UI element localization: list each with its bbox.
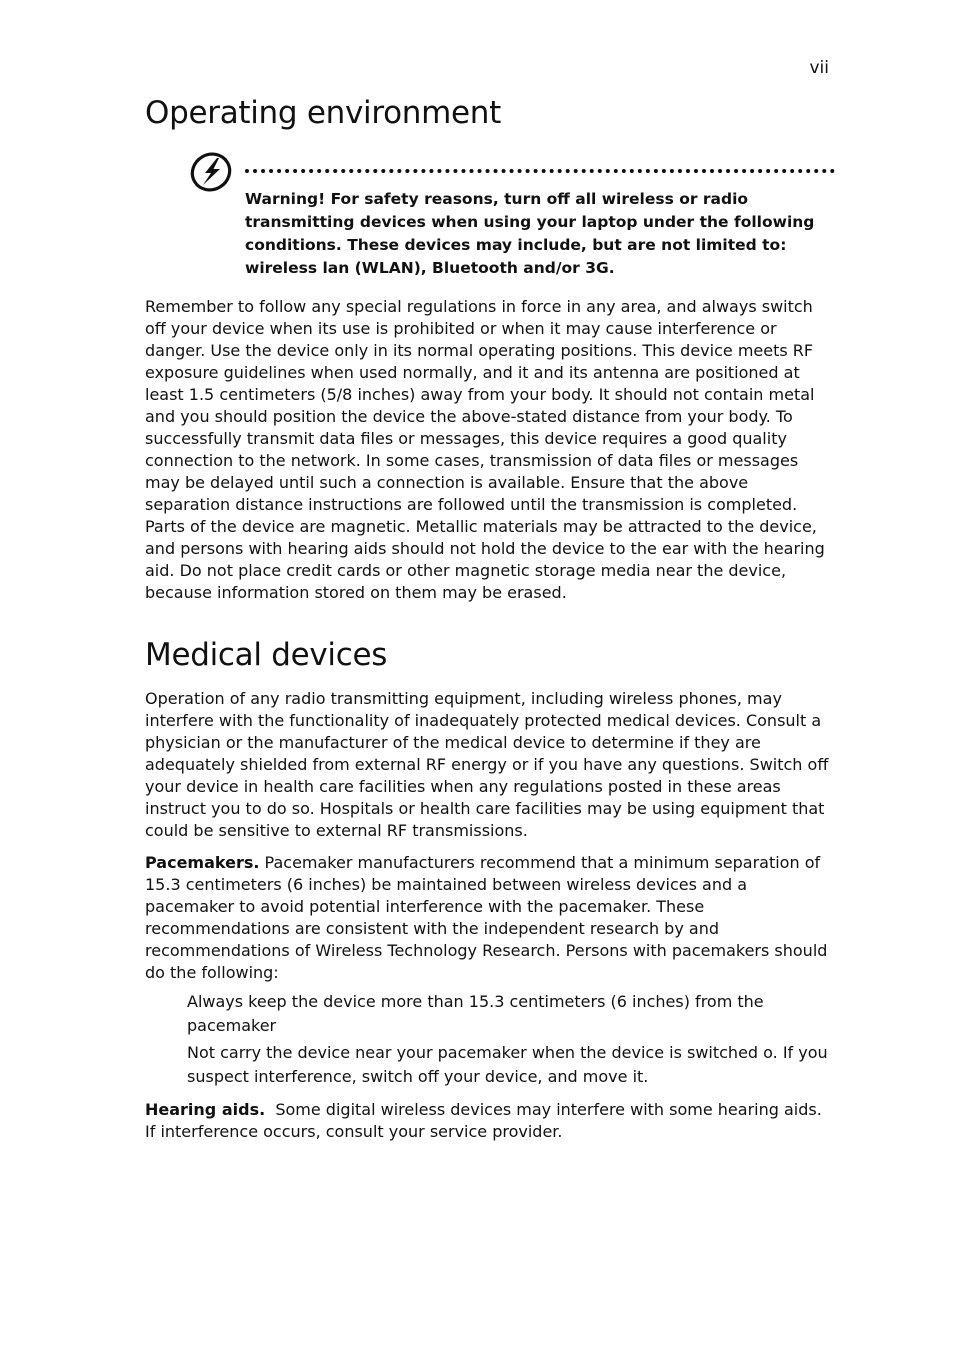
- page-content: [145, 92, 835, 1143]
- lightning-warning-icon: [190, 152, 232, 192]
- list-item: Always keep the device more than 15.3 centimeters (6 inches) from the pacemaker: [187, 992, 764, 1035]
- warning-text: Warning! For safety reasons, turn off all wireless or radio transmitting devices when using your laptop under the following conditions. These devices may include, but are not limited to: wireless lan (WLAN), Bluetooth and/or 3G.: [245, 190, 815, 277]
- hearing-aids-paragraph: [145, 1099, 835, 1143]
- section-title-operating-environment: Operating environment: [145, 95, 501, 131]
- hearing-aids-lead: Hearing aids.: [145, 1100, 266, 1119]
- page-number: vii: [809, 58, 829, 78]
- section-title-medical-devices: Medical devices: [145, 637, 388, 673]
- pacemaker-guidelines-list: [145, 990, 835, 1089]
- operating-body-text: Remember to follow any special regulations in force in any area, and always switch off your device when its use is prohibited or when it may cause interference or danger. Use the device only in its normal operating positions. This device meets RF exposure guidelines when used normally, and it and its antenna are positioned at least 1.5 centimeters (5/8 inches) away from your body. It should not contain metal and you should position the device the above-stated distance from your body. To successfully transmit data files or messages, this device requires a good quality connection to the network. In some cases, transmission of data files or messages may be delayed until such a connection is available. Ensure that the above separation distance instructions are followed until the transmission is completed. Parts of the device are magnetic. Metallic materials may be attracted to the device, and persons with hearing aids should not hold the device to the ear with the hearing aid. Do not place credit cards or other magnetic storage media near the device, because information stored on them may be erased.: [145, 297, 825, 602]
- dotted-rule: [245, 169, 835, 173]
- warning-callout: [145, 152, 835, 286]
- medical-body-text: Operation of any radio transmitting equipment, including wireless phones, may interfere with the functionality of inadequately protected medical devices. Consult a physician or the manufacturer of the medical device to determine if they are adequately shielded from external RF energy or if you have any questions. Switch off your device in health care facilities when any regulations posted in these areas instruct you to do so. Hospitals or health care facilities may be using equipment that could be sensitive to external RF transmissions.: [145, 689, 829, 840]
- pacemakers-lead: Pacemakers.: [145, 853, 260, 872]
- pacemakers-paragraph: [145, 852, 835, 984]
- hearing-aids-text: Some digital wireless devices may interfere with some hearing aids. If interference occurs, consult your service provider.: [145, 1100, 827, 1141]
- list-item: Not carry the device near your pacemaker when the device is switched o. If you suspect interference, switch off your device, and move it.: [187, 1043, 828, 1086]
- pacemakers-text: Pacemaker manufacturers recommend that a minimum separation of 15.3 centimeters (6 inches) be maintained between wireless devices and a pacemaker to avoid potential interference with the pacemaker. These recommendations are consistent with the independent research by and recommendations of Wireless Technology Research. Persons with pacemakers should do the following:: [145, 853, 828, 982]
